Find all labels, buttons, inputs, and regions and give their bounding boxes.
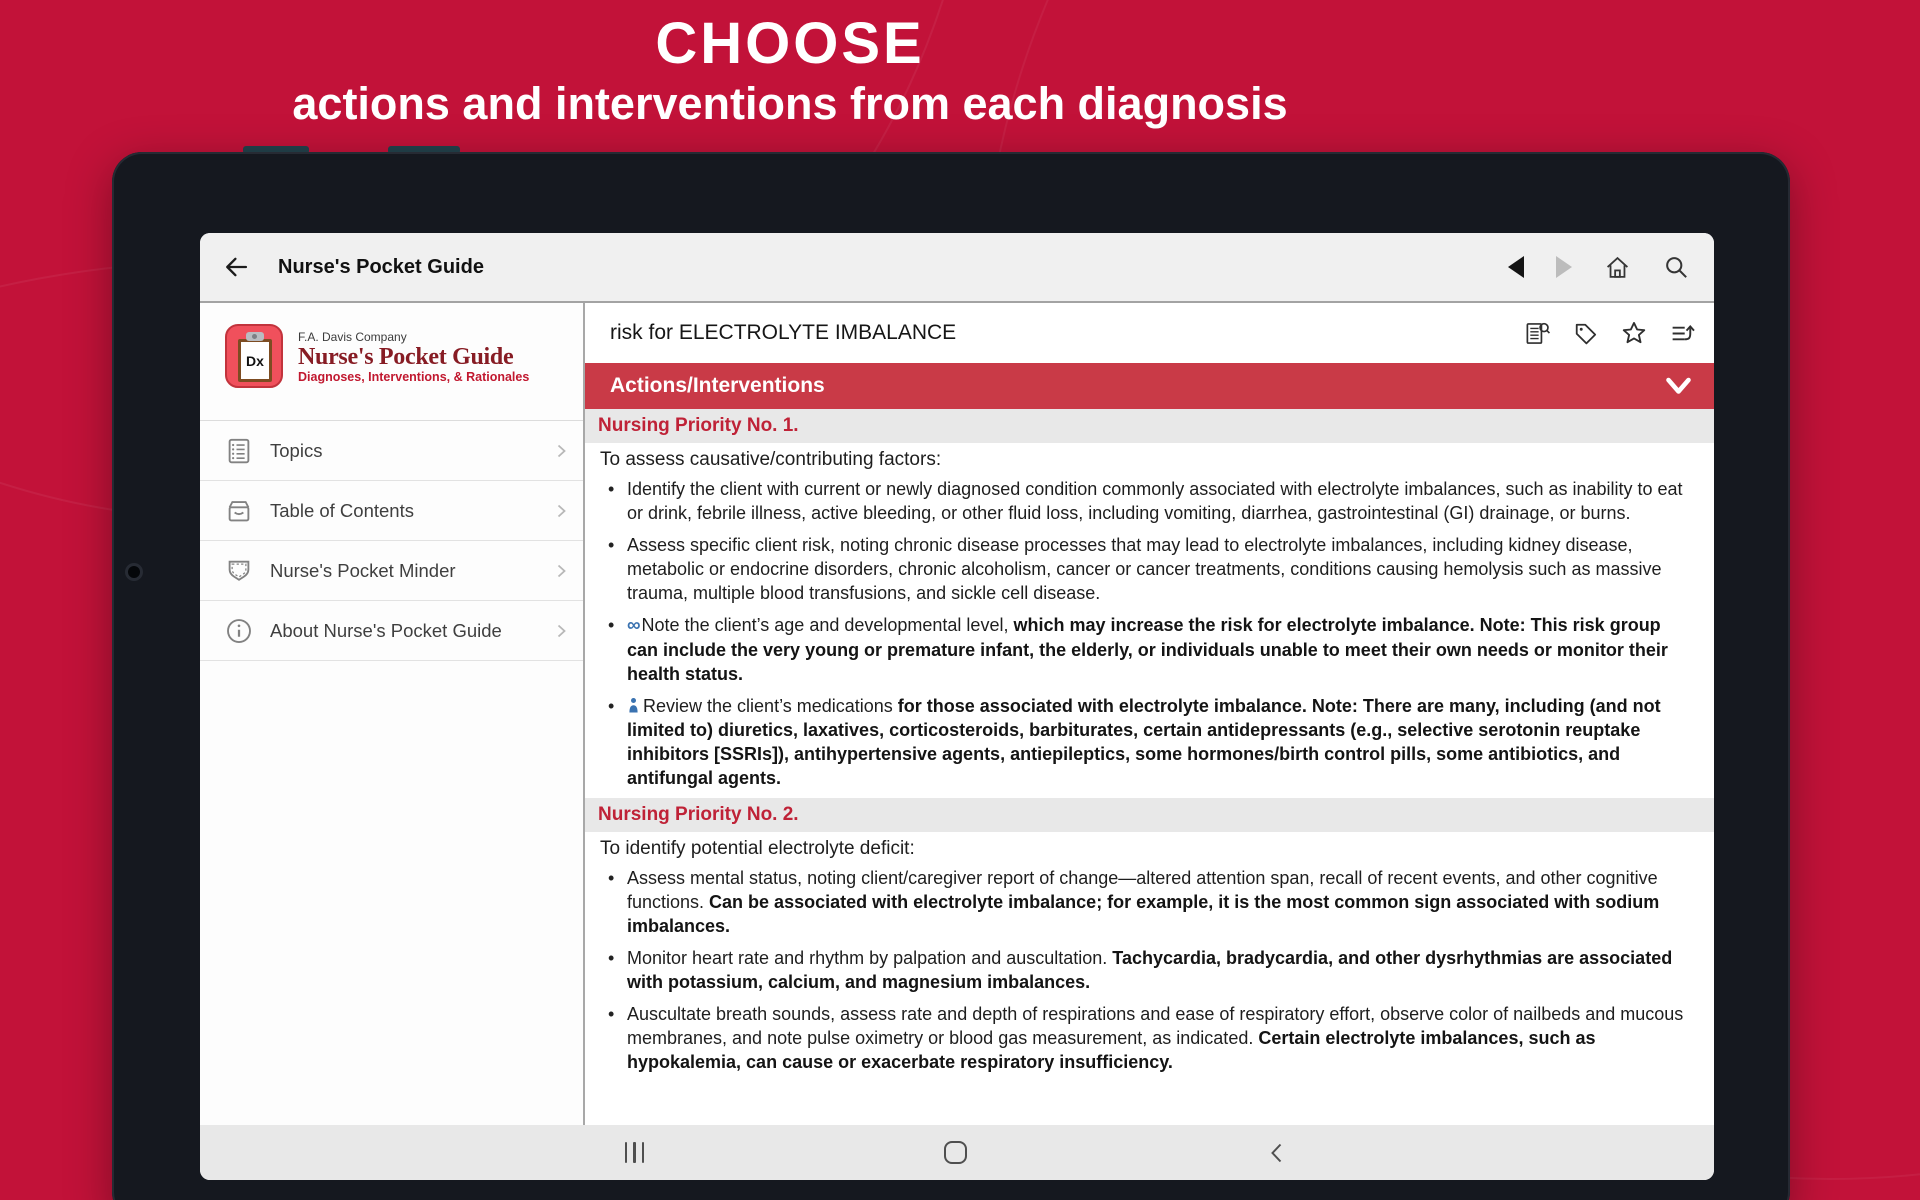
home-button-icon[interactable] [944,1141,967,1164]
bullet-dot: • [608,479,615,499]
bullet-text: Assess mental status, noting client/caregiver report of change—altered attention span, recall of recent events, and other cognitive functions. [627,868,1658,912]
system-nav-bar [200,1125,1714,1180]
sidebar [200,303,585,1125]
list-item [608,946,1688,994]
content-pane [585,303,1714,1125]
bullet-text: Monitor heart rate and rhythm by palpation and auscultation. [627,948,1113,968]
priority-bullet-list [585,866,1714,1074]
chevron-right-icon [551,561,571,581]
search-icon[interactable] [1663,254,1690,281]
priority-bullet-list [585,477,1714,790]
chevron-right-icon [551,621,571,641]
list-item [608,533,1688,605]
chevron-right-icon [551,501,571,521]
app-logo [225,324,283,388]
list-item [608,477,1688,525]
brand-name: Nurse's Pocket Guide [298,344,514,370]
info-icon [224,616,254,646]
bullet-dot: • [608,868,615,888]
lifespan-infinity-icon: ∞ [627,615,641,636]
chevron-right-icon [551,441,571,461]
tablet-frame [112,152,1790,1200]
priority-heading-band [585,409,1714,443]
topic-title-row [585,303,1714,363]
bullet-dot: • [608,615,615,635]
bullet-text: Auscultate breath sounds, assess rate and depth of respirations and ease of respiratory effort, observe color of nailbeds and mucous membranes, and note pulse oximetry or blood gas measurement, as indicated. [627,1004,1684,1048]
pocket-minder-icon [224,556,254,586]
sidebar-item-pocket-minder[interactable] [200,541,583,601]
topics-list-icon [224,436,254,466]
hero-text [0,12,1580,132]
recent-apps-icon[interactable] [625,1142,645,1163]
priority-intro: To assess causative/contributing factors: [600,449,942,470]
camera-dot [128,566,140,578]
app-title: Nurse's Pocket Guide [278,255,484,278]
sidebar-item-topics[interactable] [200,421,583,481]
history-forward-icon[interactable] [1556,256,1572,278]
sidebar-item-label: Nurse's Pocket Minder [270,559,456,581]
favorite-star-icon[interactable] [1620,319,1648,347]
sidebar-item-label: Topics [270,439,323,461]
jump-to-section-icon[interactable] [1669,319,1698,348]
brand-block [200,303,583,420]
sidebar-item-label: Table of Contents [270,499,414,521]
tag-icon[interactable] [1572,320,1599,347]
tablet-screen [200,233,1714,1180]
priority-heading: Nursing Priority No. 2. [598,804,799,825]
section-header-actions-interventions[interactable] [585,363,1714,409]
bullet-bold-text: Tachycardia, bradycardia, and other dysrhythmias are associated with potassium, calcium, and magnesium imbalances. [627,948,1673,992]
table-of-contents-icon [224,496,254,526]
sidebar-menu [200,420,583,661]
history-back-icon[interactable] [1508,256,1524,278]
publisher-name: F.A. Davis Company [298,330,407,344]
bullet-dot: • [608,948,615,968]
section-header-label: Actions/Interventions [610,374,825,397]
bullet-text: Identify the client with current or newly diagnosed condition commonly associated with electrolyte imbalances, such as inability to eat or drink, febrile illness, active bleeding, or other fluid loss, including vomiting, diarrhea, gastrointestinal (GI) drainage, or burns. [627,479,1683,523]
bullet-dot: • [608,696,615,716]
app-body [200,303,1714,1125]
back-arrow-icon[interactable] [222,253,256,281]
medications-icon [627,697,640,714]
bullet-dot: • [608,535,615,555]
back-button-icon[interactable] [1267,1142,1289,1164]
priority-intro: To identify potential electrolyte deficit: [600,838,915,859]
home-icon[interactable] [1604,254,1631,281]
app-top-bar [200,233,1714,303]
bullet-dot: • [608,1004,615,1024]
bullet-bold-text: Certain electrolyte imbalances, such as hypokalemia, can cause or exacerbate respiratory insufficiency. [627,1028,1596,1072]
hero-subtitle: actions and interventions from each diagnosis [292,78,1288,129]
bullet-text: Note the client’s age and developmental level, [641,615,1014,635]
chevron-down-icon[interactable] [1665,377,1692,396]
brand-text [298,324,529,420]
list-item [608,866,1688,938]
sidebar-item-about[interactable] [200,601,583,661]
bullet-text: Review the client’s medications [643,696,898,716]
logo-clip-dot [252,334,257,339]
bullet-bold-text: for those associated with electrolyte imbalance. Note: There are many, including (and not limited to) diuretics, laxatives, corticosteroids, barbiturates, certain antidepressants (e.g., selective serotonin reuptake inhibitors [SSRIs]), antihypertensive agents, antiepileptics, some hormones/birth control pills, some antibiotics, and antifungal agents. [627,696,1661,788]
list-item [608,1002,1688,1074]
list-item [608,694,1688,790]
topic-toolbar [1524,319,1698,348]
logo-clipboard: Dx [238,339,272,382]
priority-heading: Nursing Priority No. 1. [598,415,799,436]
list-item [608,613,1688,686]
hero-title: CHOOSE [655,11,925,76]
bullet-bold-text: Can be associated with electrolyte imbalance; for example, it is the most common sign associated with sodium imbalances. [627,892,1660,936]
bullet-bold-text: which may increase the risk for electrolyte imbalance. Note: This risk group can include the very young or premature infant, the elderly, or individuals unable to meet their own needs or monitor their health status. [627,615,1668,684]
priority-heading-band [585,798,1714,832]
annotations-icon[interactable] [1524,320,1551,347]
brand-tagline: Diagnoses, Interventions, & Rationales [298,370,530,384]
sidebar-item-label: About Nurse's Pocket Guide [270,619,502,641]
sidebar-item-table-of-contents[interactable] [200,481,583,541]
bullet-text: Assess specific client risk, noting chronic disease processes that may lead to electrolyte imbalances, including kidney disease, metabolic or endocrine disorders, chronic alcoholism, cancer or cancer treatments, conditions causing hemolysis such as massive trauma, multiple blood transfusions, and sickle cell disease. [627,535,1662,603]
topic-title: risk for ELECTROLYTE IMBALANCE [610,321,957,344]
app-bar-actions [1508,254,1690,281]
